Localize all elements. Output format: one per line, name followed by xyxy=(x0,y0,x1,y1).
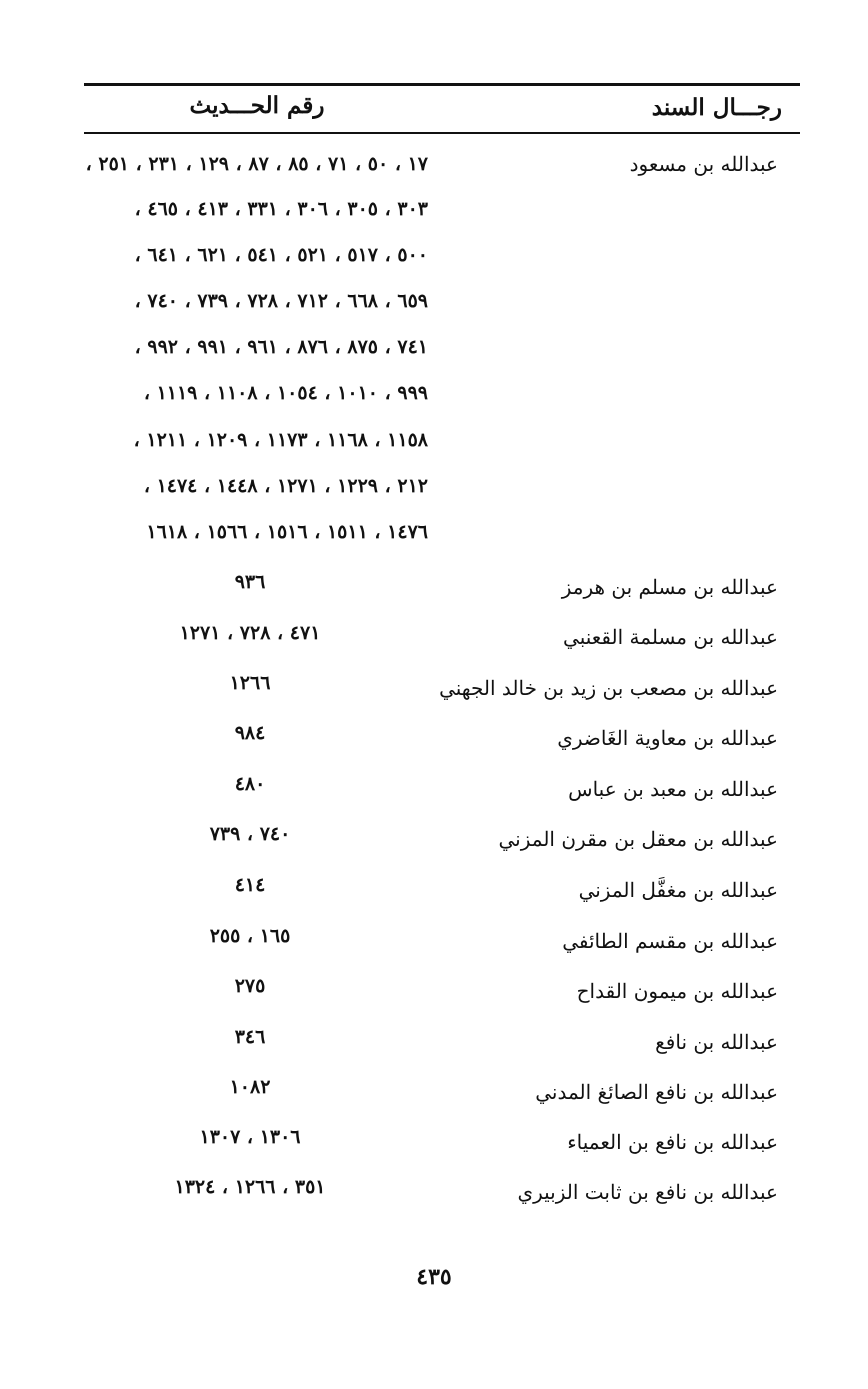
column-header-hadith-numbers: رقم الحـــديث xyxy=(189,92,325,119)
hadith-numbers: ٩٨٤ xyxy=(234,722,266,744)
hadith-numbers-line: ٩٩٩ ، ١٠١٠ ، ١٠٥٤ ، ١١٠٨ ، ١١١٩ ، xyxy=(143,382,428,404)
hadith-numbers: ٧٤٠ ، ٧٣٩ xyxy=(209,823,291,845)
hadith-numbers: ٢٧٥ xyxy=(234,975,266,997)
hadith-numbers-line: ١١٥٨ ، ١١٦٨ ، ١١٧٣ ، ١٢٠٩ ، ١٢١١ ، xyxy=(133,429,428,451)
narrator-name: عبدالله بن معاوية الغَاضري xyxy=(557,726,778,750)
narrator-name: عبدالله بن نافع بن العمياء xyxy=(567,1130,778,1154)
hadith-numbers-line: ٦٥٩ ، ٦٦٨ ، ٧١٢ ، ٧٢٨ ، ٧٣٩ ، ٧٤٠ ، xyxy=(134,290,428,312)
hadith-numbers-line: ٣٠٣ ، ٣٠٥ ، ٣٠٦ ، ٣٣١ ، ٤١٣ ، ٤٦٥ ، xyxy=(134,198,428,220)
narrator-name: عبدالله بن مسلم بن هرمز xyxy=(561,575,778,599)
narrator-name: عبدالله بن معقل بن مقرن المزني xyxy=(498,827,778,851)
hadith-numbers: ٤١٤ xyxy=(234,874,266,896)
narrator-name: عبدالله بن مسلمة القعنبي xyxy=(563,625,778,649)
hadith-numbers-line: ٥٠٠ ، ٥١٧ ، ٥٢١ ، ٥٤١ ، ٦٢١ ، ٦٤١ ، xyxy=(134,244,428,266)
hadith-numbers: ٤٨٠ xyxy=(234,773,266,795)
narrator-name: عبدالله بن ميمون القداح xyxy=(576,979,778,1003)
narrator-name: عبدالله بن مقسم الطائفي xyxy=(562,929,778,953)
hadith-numbers: ١٠٨٢ xyxy=(229,1076,271,1098)
hadith-numbers: ٩٣٦ xyxy=(234,571,266,593)
hadith-numbers: ١٣٠٦ ، ١٣٠٧ xyxy=(199,1126,301,1148)
narrator-name: عبدالله بن معبد بن عباس xyxy=(568,777,778,801)
column-header-narrators: رجـــال السند xyxy=(651,94,782,121)
page-number: ٤٣٥ xyxy=(416,1264,452,1290)
hadith-numbers: ٤٧١ ، ٧٢٨ ، ١٢٧١ xyxy=(179,622,321,644)
narrator-name: عبدالله بن مصعب بن زيد بن خالد الجهني xyxy=(439,676,778,700)
hadith-numbers: ١٢٦٦ xyxy=(229,672,271,694)
narrator-name: عبدالله بن مسعود xyxy=(629,152,778,176)
narrator-name: عبدالله بن نافع xyxy=(655,1030,778,1054)
hadith-numbers: ٣٥١ ، ١٢٦٦ ، ١٣٢٤ xyxy=(174,1176,326,1198)
narrator-name: عبدالله بن مغفَّل المزني xyxy=(578,878,778,902)
narrator-name: عبدالله بن نافع بن ثابت الزبيري xyxy=(517,1180,778,1204)
hadith-numbers: ٣٤٦ xyxy=(234,1026,266,1048)
hadith-numbers-line: ٢١٢ ، ١٢٢٩ ، ١٢٧١ ، ١٤٤٨ ، ١٤٧٤ ، xyxy=(143,475,428,497)
header-rule xyxy=(84,132,800,134)
hadith-numbers: ١٦٥ ، ٢٥٥ xyxy=(209,925,291,947)
hadith-numbers-line: ١٤٧٦ ، ١٥١١ ، ١٥١٦ ، ١٥٦٦ ، ١٦١٨ xyxy=(146,521,428,543)
hadith-numbers-line: ١٧ ، ٥٠ ، ٧١ ، ٨٥ ، ٨٧ ، ١٢٩ ، ٢٣١ ، ٢٥١ ، xyxy=(85,153,428,175)
narrator-name: عبدالله بن نافع الصائغ المدني xyxy=(535,1080,778,1104)
top-rule xyxy=(84,83,800,86)
hadith-numbers-line: ٧٤١ ، ٨٧٥ ، ٨٧٦ ، ٩٦١ ، ٩٩١ ، ٩٩٢ ، xyxy=(134,336,428,358)
